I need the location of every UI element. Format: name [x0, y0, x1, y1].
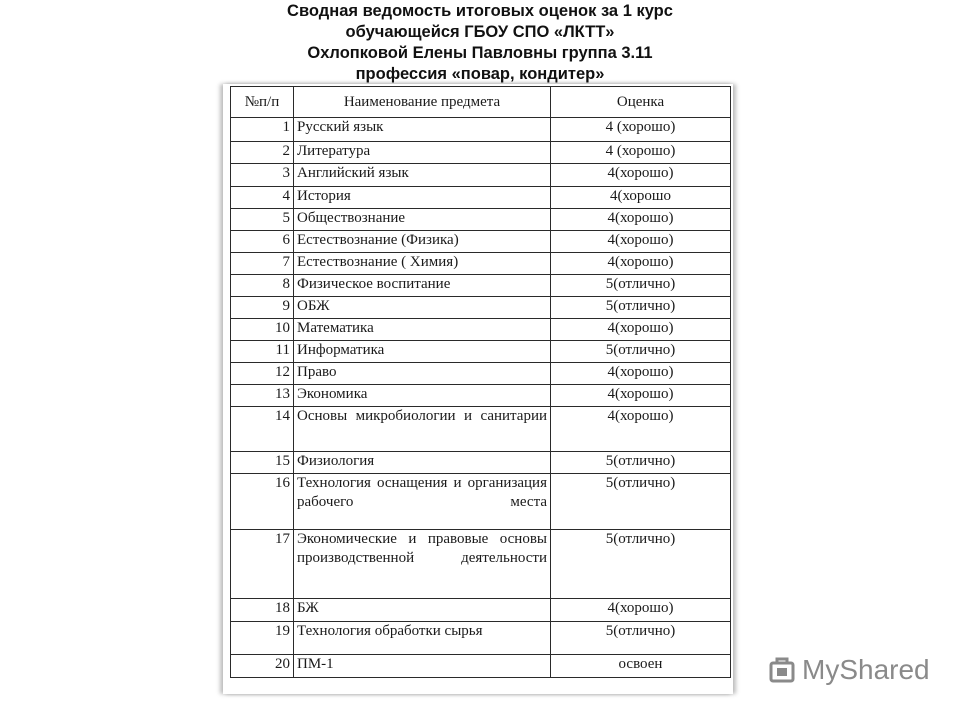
table-row: [231, 118, 731, 142]
table-row: [231, 142, 731, 164]
table-row: [231, 209, 731, 231]
subject-name: Экономика: [294, 385, 551, 407]
grade-value: 5(отлично): [551, 297, 731, 319]
subject-name: Математика: [294, 319, 551, 341]
subject-name: Русский язык: [294, 118, 551, 142]
grade-value: 4(хорошо): [551, 209, 731, 231]
subject-name: Технология обработки сырья: [294, 622, 551, 655]
document-title: [230, 1, 730, 85]
grade-value: 4(хорошо): [551, 385, 731, 407]
table-row: [231, 341, 731, 363]
row-number: 20: [231, 655, 294, 678]
row-number: 4: [231, 187, 294, 209]
subject-name: ПМ-1: [294, 655, 551, 678]
row-number: 2: [231, 142, 294, 164]
row-number: 8: [231, 275, 294, 297]
title-line-4: профессия «повар, кондитер»: [355, 65, 605, 83]
subject-name: Английский язык: [294, 164, 551, 187]
title-line-3: Охлопковой Елены Павловны группа 3.11: [307, 44, 653, 62]
grade-value: 5(отлично): [551, 275, 731, 297]
grade-value: 4(хорошо): [551, 253, 731, 275]
table-row: [231, 655, 731, 678]
row-number: 10: [231, 319, 294, 341]
grade-value: 4(хорошо): [551, 231, 731, 253]
grades-table: [230, 86, 731, 678]
row-number: 19: [231, 622, 294, 655]
grade-value: 4(хорошо): [551, 599, 731, 622]
header-subject: Наименование предмета: [294, 87, 551, 118]
table-row: [231, 407, 731, 452]
row-number: 3: [231, 164, 294, 187]
row-number: 5: [231, 209, 294, 231]
row-number: 16: [231, 474, 294, 530]
subject-name: Информатика: [294, 341, 551, 363]
subject-name: Основы микробиологии и санитарии: [294, 407, 551, 452]
grade-value: 5(отлично): [551, 341, 731, 363]
row-number: 1: [231, 118, 294, 142]
row-number: 9: [231, 297, 294, 319]
grade-value: 4(хорошо): [551, 319, 731, 341]
subject-name: Физическое воспитание: [294, 275, 551, 297]
table-row: [231, 319, 731, 341]
table-header-row: [231, 87, 731, 118]
table-row: [231, 253, 731, 275]
table-row: [231, 530, 731, 599]
subject-name: Литература: [294, 142, 551, 164]
subject-name: Естествознание ( Химия): [294, 253, 551, 275]
header-num: №п/п: [231, 87, 294, 118]
subject-name: Естествознание (Физика): [294, 231, 551, 253]
watermark: [768, 654, 930, 686]
header-grade: Оценка: [551, 87, 731, 118]
subject-name: БЖ: [294, 599, 551, 622]
grade-value: 4 (хорошо): [551, 142, 731, 164]
table-row: [231, 164, 731, 187]
row-number: 7: [231, 253, 294, 275]
table-row: [231, 187, 731, 209]
table-row: [231, 385, 731, 407]
subject-name: Право: [294, 363, 551, 385]
subject-name: Физиология: [294, 452, 551, 474]
grade-value: 5(отлично): [551, 530, 731, 599]
grade-value: 5(отлично): [551, 452, 731, 474]
grade-value: 4(хорошо): [551, 164, 731, 187]
grade-value: 4 (хорошо): [551, 118, 731, 142]
row-number: 6: [231, 231, 294, 253]
grade-value: 5(отлично): [551, 474, 731, 530]
table-row: [231, 275, 731, 297]
title-line-2: обучающейся ГБОУ СПО «ЛКТТ»: [345, 23, 615, 41]
row-number: 13: [231, 385, 294, 407]
row-number: 18: [231, 599, 294, 622]
grade-value: 4(хорошо): [551, 407, 731, 452]
row-number: 15: [231, 452, 294, 474]
table-row: [231, 297, 731, 319]
subject-name: Экономические и правовые основы производственной деятельности: [294, 530, 551, 599]
grade-value: 5(отлично): [551, 622, 731, 655]
table-row: [231, 452, 731, 474]
row-number: 12: [231, 363, 294, 385]
row-number: 11: [231, 341, 294, 363]
myshared-logo-icon: [768, 655, 796, 685]
table-row: [231, 231, 731, 253]
subject-name: Технология оснащения и организация рабочего места: [294, 474, 551, 530]
table-row: [231, 622, 731, 655]
table-row: [231, 474, 731, 530]
row-number: 14: [231, 407, 294, 452]
subject-name: Обществознание: [294, 209, 551, 231]
table-row: [231, 599, 731, 622]
grade-value: освоен: [551, 655, 731, 678]
title-line-1: Сводная ведомость итоговых оценок за 1 курс: [287, 2, 673, 20]
grade-value: 4(хорошо): [551, 363, 731, 385]
grade-value: 4(хорошо: [551, 187, 731, 209]
row-number: 17: [231, 530, 294, 599]
watermark-text: MyShared: [802, 654, 930, 685]
table-row: [231, 363, 731, 385]
subject-name: История: [294, 187, 551, 209]
subject-name: ОБЖ: [294, 297, 551, 319]
